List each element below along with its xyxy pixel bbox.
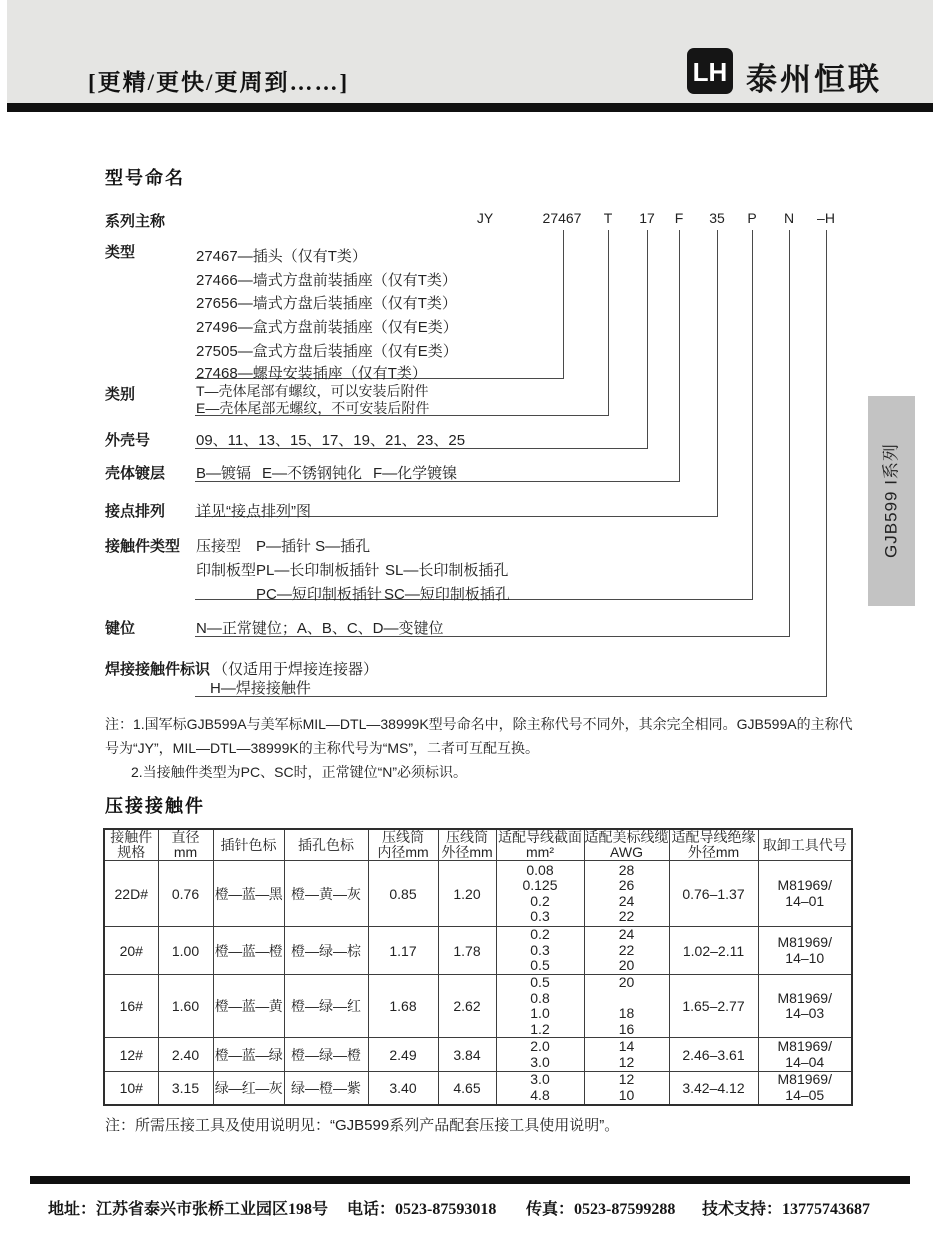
solder-contact-text: H—焊接接触件 bbox=[210, 680, 311, 697]
diagram-vline-p bbox=[752, 230, 753, 599]
type-item: 27467—插头（仅有T类） bbox=[196, 248, 367, 265]
col-header-barrel-od: 压线筒 外径mm bbox=[438, 829, 496, 861]
naming-code-p: P bbox=[747, 210, 757, 226]
col-header-spec: 接触件 规格 bbox=[104, 829, 158, 861]
col-header-insulation-od: 适配导线绝缘 外径mm bbox=[669, 829, 758, 861]
cell-pin-color: 橙—蓝—黑 bbox=[213, 861, 284, 927]
cell-socket-color: 橙—绿—橙 bbox=[284, 1038, 368, 1072]
crimp-contact-table bbox=[103, 828, 853, 1106]
diagram-vline-t bbox=[608, 230, 609, 415]
category-item: T—壳体尾部有螺纹，可以安装后附件 bbox=[196, 383, 429, 399]
plating-option: E—不锈钢钝化 bbox=[262, 465, 363, 482]
solder-contact-suffix: （仅适用于焊接连接器） bbox=[213, 661, 379, 678]
crimp-table-note: 注：所需压接工具及使用说明见：“GJB599系列产品配套压接工具使用说明”。 bbox=[105, 1117, 620, 1134]
cell-pin-color: 橙—蓝—黄 bbox=[213, 975, 284, 1038]
cell-socket-color: 橙—绿—棕 bbox=[284, 927, 368, 975]
cell-barrel-id: 1.68 bbox=[368, 975, 438, 1038]
category-label: 类别 bbox=[105, 386, 136, 403]
col-header-socket-color: 插孔色标 bbox=[284, 829, 368, 861]
naming-code-t: T bbox=[603, 210, 613, 226]
naming-note-line: 注：1.国军标GJB599A与美军标MIL—DTL—38999K型号命名中，除主称代号不同外，其余完全相同。GJB599A的主称代 bbox=[105, 716, 853, 732]
table-row bbox=[104, 1038, 852, 1072]
cell-awg: 14 12 bbox=[584, 1038, 669, 1072]
diagram-vline-35 bbox=[717, 230, 718, 516]
type-item: 27466—墙式方盘前装插座（仅有T类） bbox=[196, 272, 457, 289]
naming-code-27467: 27467 bbox=[542, 210, 582, 226]
header-slogan: [更精/更快/更周到……] bbox=[88, 70, 350, 95]
cell-spec: 12# bbox=[104, 1038, 158, 1072]
table-row bbox=[104, 927, 852, 975]
series-side-tab-label: GJB599 I系列 bbox=[881, 443, 901, 558]
cell-diameter: 1.00 bbox=[158, 927, 213, 975]
contact-arrangement-text: 详见“接点排列”图 bbox=[196, 503, 311, 520]
footer-tech-support: 技术支持：13775743687 bbox=[702, 1201, 871, 1218]
naming-code-jy: JY bbox=[476, 210, 494, 226]
cell-insulation-od: 1.65–2.77 bbox=[669, 975, 758, 1038]
cell-awg: 12 10 bbox=[584, 1072, 669, 1105]
cell-barrel-od: 4.65 bbox=[438, 1072, 496, 1105]
cell-insulation-od: 3.42–4.12 bbox=[669, 1072, 758, 1105]
diagram-vline-h bbox=[826, 230, 827, 696]
company-brand-name: 泰州恒联 bbox=[746, 62, 882, 97]
company-logo-icon bbox=[686, 47, 734, 95]
cell-barrel-id: 2.49 bbox=[368, 1038, 438, 1072]
cell-tool-code: M81969/ 14–01 bbox=[758, 861, 852, 927]
naming-code-n: N bbox=[783, 210, 795, 226]
shell-size-label: 外壳号 bbox=[105, 432, 151, 449]
svg-text:LH: LH bbox=[692, 57, 728, 87]
crimp-section-title: 压接接触件 bbox=[105, 796, 205, 816]
table-header-row bbox=[104, 829, 852, 861]
shell-size-values: 09、11、13、15、17、19、21、23、25 bbox=[196, 432, 466, 449]
footer-address: 地址：江苏省泰兴市张桥工业园区198号 bbox=[48, 1201, 329, 1218]
naming-code-f: F bbox=[674, 210, 684, 226]
cell-diameter: 0.76 bbox=[158, 861, 213, 927]
col-header-awg: 适配美标线缆 AWG bbox=[584, 829, 669, 860]
type-item: 27656—墙式方盘后装插座（仅有T类） bbox=[196, 295, 457, 312]
cell-diameter: 3.15 bbox=[158, 1072, 213, 1105]
contact-arrangement-label: 接点排列 bbox=[105, 503, 166, 520]
naming-note-line: 号为“JY”，MIL—DTL—38999K的主称代号为“MS”，二者可互配互换。 bbox=[105, 740, 540, 756]
type-label: 类型 bbox=[105, 244, 136, 261]
contact-type-label: 接触件类型 bbox=[105, 538, 181, 555]
col-header-tool-code: 取卸工具代号 bbox=[758, 829, 852, 861]
cell-wire-section: 0.5 0.8 1.0 1.2 bbox=[496, 975, 584, 1038]
cell-awg: 24 22 20 bbox=[584, 927, 669, 975]
cell-diameter: 2.40 bbox=[158, 1038, 213, 1072]
cell-pin-color: 橙—蓝—橙 bbox=[213, 927, 284, 975]
naming-code-h: –H bbox=[817, 210, 835, 226]
cell-tool-code: M81969/ 14–10 bbox=[758, 927, 852, 975]
footer-phone: 电话：0523-87593018 bbox=[347, 1201, 497, 1218]
type-item: 27496—盒式方盘前装插座（仅有E类） bbox=[196, 319, 458, 336]
series-name-label: 系列主称 bbox=[105, 213, 166, 230]
header-divider-bar bbox=[7, 103, 933, 112]
cell-barrel-od: 3.84 bbox=[438, 1038, 496, 1072]
table-row bbox=[104, 1072, 852, 1105]
cell-tool-code: M81969/ 14–04 bbox=[758, 1038, 852, 1072]
col-header-barrel-id: 压线筒 内径mm bbox=[368, 829, 438, 861]
cell-barrel-id: 0.85 bbox=[368, 861, 438, 927]
table-row bbox=[104, 861, 852, 927]
cell-wire-section: 0.2 0.3 0.5 bbox=[496, 927, 584, 975]
cell-barrel-id: 3.40 bbox=[368, 1072, 438, 1105]
contact-type-crimp-options: P—插针 S—插孔 bbox=[256, 538, 371, 555]
keying-text: N—正常键位；A、B、C、D—变键位 bbox=[196, 620, 444, 637]
naming-note-line: 2.当接触件类型为PC、SC时，正常键位“N”必须标识。 bbox=[131, 764, 468, 780]
cell-awg: 20 18 16 bbox=[584, 975, 669, 1038]
cell-tool-code: M81969/ 14–03 bbox=[758, 975, 852, 1038]
plating-label: 壳体镀层 bbox=[105, 465, 166, 482]
cell-wire-section: 2.0 3.0 bbox=[496, 1038, 584, 1072]
plating-option: B—镀镉 bbox=[196, 465, 252, 482]
type-item: 27505—盒式方盘后装插座（仅有E类） bbox=[196, 343, 458, 360]
cell-spec: 22D# bbox=[104, 861, 158, 927]
cell-insulation-od: 0.76–1.37 bbox=[669, 861, 758, 927]
diagram-vline-n bbox=[789, 230, 790, 636]
col-header-wire-section: 适配导线截面 mm² bbox=[498, 829, 582, 860]
footer-fax: 传真：0523-87599288 bbox=[526, 1201, 676, 1218]
cell-socket-color: 橙—黄—灰 bbox=[284, 861, 368, 927]
cell-socket-color: 绿—橙—紫 bbox=[284, 1072, 368, 1105]
contact-type-pcb-pc: PC—短印制板插针 bbox=[256, 586, 382, 603]
cell-wire-section: 0.08 0.125 0.2 0.3 bbox=[496, 861, 584, 927]
cell-barrel-od: 1.20 bbox=[438, 861, 496, 927]
table-row bbox=[104, 975, 852, 1038]
cell-diameter: 1.60 bbox=[158, 975, 213, 1038]
cell-insulation-od: 1.02–2.11 bbox=[669, 927, 758, 975]
cell-insulation-od: 2.46–3.61 bbox=[669, 1038, 758, 1072]
solder-contact-label: 焊接接触件标识 bbox=[105, 661, 211, 678]
cell-wire-section: 3.0 4.8 bbox=[496, 1072, 584, 1105]
contact-type-pcb-sc: SC—短印制板插孔 bbox=[384, 586, 510, 603]
col-header-pin-color: 插针色标 bbox=[213, 829, 284, 861]
cell-pin-color: 绿—红—灰 bbox=[213, 1072, 284, 1105]
cell-barrel-id: 1.17 bbox=[368, 927, 438, 975]
cell-barrel-od: 1.78 bbox=[438, 927, 496, 975]
category-item: E—壳体尾部无螺纹，不可安装后附件 bbox=[196, 400, 430, 416]
cell-pin-color: 橙—蓝—绿 bbox=[213, 1038, 284, 1072]
diagram-vline-f bbox=[679, 230, 680, 481]
cell-awg: 28 26 24 22 bbox=[584, 861, 669, 927]
naming-section-title: 型号命名 bbox=[105, 168, 185, 188]
cell-spec: 10# bbox=[104, 1072, 158, 1105]
footer-divider-bar bbox=[30, 1176, 910, 1184]
cell-spec: 16# bbox=[104, 975, 158, 1038]
cell-socket-color: 橙—绿—红 bbox=[284, 975, 368, 1038]
naming-code-17: 17 bbox=[639, 210, 655, 226]
cell-spec: 20# bbox=[104, 927, 158, 975]
plating-option: F—化学镀镍 bbox=[373, 465, 458, 482]
contact-type-pcb-pl: PL—长印制板插针 bbox=[256, 562, 380, 579]
keying-label: 键位 bbox=[105, 620, 136, 637]
col-header-diameter: 直径 mm bbox=[158, 829, 213, 861]
type-item: 27468—螺母安装插座（仅有T类） bbox=[196, 365, 427, 382]
contact-type-crimp: 压接型 bbox=[196, 538, 242, 555]
diagram-vline-27467 bbox=[563, 230, 564, 378]
contact-type-pcb: 印制板型 bbox=[196, 562, 257, 579]
cell-tool-code: M81969/ 14–05 bbox=[758, 1072, 852, 1105]
cell-barrel-od: 2.62 bbox=[438, 975, 496, 1038]
naming-code-35: 35 bbox=[709, 210, 725, 226]
contact-type-pcb-sl: SL—长印制板插孔 bbox=[385, 562, 509, 579]
diagram-vline-17 bbox=[647, 230, 648, 448]
